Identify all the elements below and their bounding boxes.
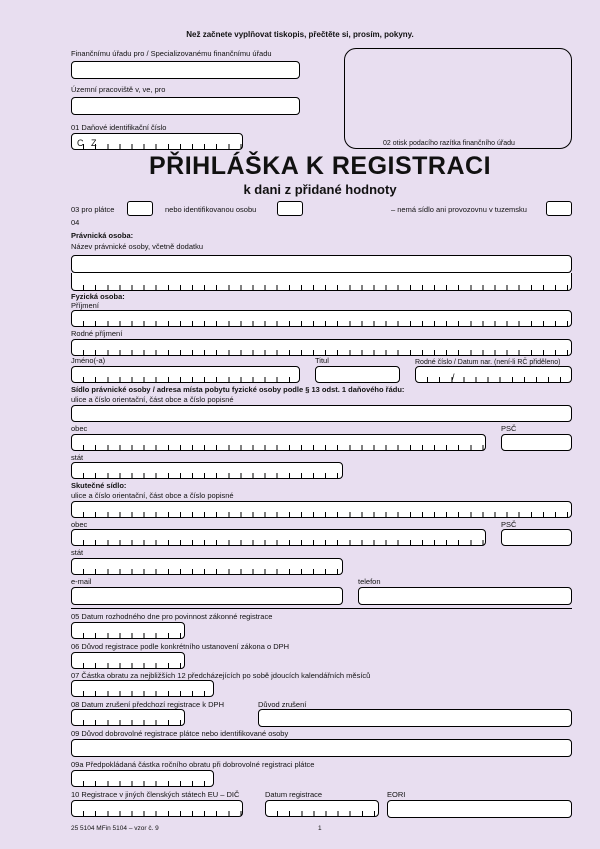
surname-field[interactable] bbox=[71, 310, 572, 327]
natural-person-heading: Fyzická osoba: bbox=[71, 292, 125, 301]
payer-checkbox[interactable] bbox=[127, 201, 153, 216]
territorial-office-label: Územní pracoviště v, ve, pro bbox=[71, 85, 166, 94]
section-04-number: 04 bbox=[71, 218, 80, 227]
phone-field[interactable] bbox=[358, 587, 572, 605]
first-name-label: Jméno(-a) bbox=[71, 356, 106, 365]
footer-page-number: 1 bbox=[318, 825, 322, 832]
seat-city-field[interactable] bbox=[71, 434, 486, 451]
tin-prefix-c: C bbox=[77, 138, 84, 148]
tin-prefix-z: Z bbox=[91, 138, 97, 148]
legal-person-heading: Právnická osoba: bbox=[71, 231, 134, 240]
notice-text: Než začnete vyplňovat tiskopis, přečtěte si, prosím, pokyny. bbox=[186, 30, 414, 39]
email-label: e-mail bbox=[71, 577, 92, 586]
item-10-eori-label: EORI bbox=[387, 790, 406, 799]
item-09a-amount-field[interactable] bbox=[71, 770, 214, 787]
seat-heading: Sídlo právnické osoby / adresa místa pobytu fyzické osoby podle § 13 odst. 1 daňového řádu: bbox=[71, 385, 405, 394]
item-08-date-field[interactable] bbox=[71, 709, 185, 726]
first-name-field[interactable] bbox=[71, 366, 300, 383]
item-06-field[interactable] bbox=[71, 652, 185, 669]
footer-form-code: 25 5104 MFin 5104 – vzor č. 9 bbox=[71, 825, 159, 832]
tin-label: 01 Daňové identifikační číslo bbox=[71, 123, 167, 132]
phone-label: telefon bbox=[358, 577, 381, 586]
item-05-date-field[interactable] bbox=[71, 622, 185, 639]
legal-name-label: Název právnické osoby, včetně dodatku bbox=[71, 242, 204, 251]
birth-number-field[interactable] bbox=[415, 366, 572, 383]
actual-seat-city-field[interactable] bbox=[71, 529, 486, 546]
actual-seat-zip-label: PSČ bbox=[501, 520, 517, 529]
legal-name-field-line2[interactable] bbox=[71, 273, 572, 291]
item-10-vat-id-field[interactable] bbox=[71, 800, 243, 817]
item-07-label: 07 Částka obratu za nejbližších 12 předcházejících po sobě jdoucích kalendářních měsíců bbox=[71, 671, 371, 680]
tin-field[interactable] bbox=[71, 133, 243, 150]
seat-zip-field[interactable] bbox=[501, 434, 572, 451]
form-title: PŘIHLÁŠKA K REGISTRACI bbox=[148, 152, 492, 180]
territorial-office-field[interactable] bbox=[71, 97, 300, 115]
actual-seat-heading: Skutečné sídlo: bbox=[71, 481, 127, 490]
no-seat-label: – nemá sídlo ani provozovnu v tuzemsku bbox=[391, 205, 527, 214]
payer-label: 03 pro plátce bbox=[71, 205, 115, 214]
birth-surname-field[interactable] bbox=[71, 339, 572, 356]
section-divider bbox=[71, 608, 572, 609]
item-09a-label: 09a Předpokládaná částka ročního obratu při dobrovolné registraci plátce bbox=[71, 760, 315, 769]
seat-country-label: stát bbox=[71, 453, 84, 462]
no-seat-checkbox[interactable] bbox=[546, 201, 572, 216]
seat-street-field[interactable] bbox=[71, 405, 572, 422]
item-09-field[interactable] bbox=[71, 739, 572, 757]
item-10-label: 10 Registrace v jiných členských státech EU – DIČ bbox=[71, 790, 240, 799]
birth-number-separator: / bbox=[452, 372, 455, 382]
actual-seat-street-field[interactable] bbox=[71, 501, 572, 518]
title-field[interactable] bbox=[315, 366, 400, 383]
office-field[interactable] bbox=[71, 61, 300, 79]
office-label: Finančnímu úřadu pro / Specializovanému finančnímu úřadu bbox=[71, 49, 272, 58]
item-05-label: 05 Datum rozhodného dne pro povinnost zákonné registrace bbox=[71, 612, 273, 621]
item-10-date-field[interactable] bbox=[265, 800, 379, 817]
legal-name-field-line1[interactable] bbox=[71, 255, 572, 273]
title-label: Titul bbox=[315, 356, 329, 365]
seat-street-label: ulice a číslo orientační, část obce a číslo popisné bbox=[71, 395, 234, 404]
actual-seat-zip-field[interactable] bbox=[501, 529, 572, 546]
actual-seat-country-label: stát bbox=[71, 548, 84, 557]
item-10-eori-field[interactable] bbox=[387, 800, 572, 818]
actual-seat-street-label: ulice a číslo orientační, část obce a číslo popisné bbox=[71, 491, 234, 500]
stamp-label: 02 otisk podacího razítka finančního úřadu bbox=[383, 140, 515, 147]
item-08-reason-field[interactable] bbox=[258, 709, 572, 727]
surname-label: Příjmení bbox=[71, 301, 99, 310]
item-10-date-label: Datum registrace bbox=[265, 790, 323, 799]
actual-seat-city-label: obec bbox=[71, 520, 88, 529]
item-06-label: 06 Důvod registrace podle konkrétního ustanovení zákona o DPH bbox=[71, 642, 290, 651]
item-09-label: 09 Důvod dobrovolné registrace plátce nebo identifikované osoby bbox=[71, 729, 289, 738]
actual-seat-country-field[interactable] bbox=[71, 558, 343, 575]
item-08-reason-label: Důvod zrušení bbox=[258, 700, 307, 709]
birth-surname-label: Rodné příjmení bbox=[71, 329, 123, 338]
seat-city-label: obec bbox=[71, 424, 88, 433]
form-subtitle: k dani z přidané hodnoty bbox=[243, 182, 397, 197]
item-07-amount-field[interactable] bbox=[71, 680, 214, 697]
birth-number-label: Rodné číslo / Datum nar. (není-li RČ přiděleno) bbox=[415, 359, 561, 366]
seat-zip-label: PSČ bbox=[501, 424, 517, 433]
identified-person-label: nebo identifikovanou osobu bbox=[165, 205, 257, 214]
email-field[interactable] bbox=[71, 587, 343, 605]
stamp-area bbox=[344, 48, 572, 149]
item-08-label: 08 Datum zrušení předchozí registrace k DPH bbox=[71, 700, 224, 709]
seat-country-field[interactable] bbox=[71, 462, 343, 479]
identified-person-checkbox[interactable] bbox=[277, 201, 303, 216]
